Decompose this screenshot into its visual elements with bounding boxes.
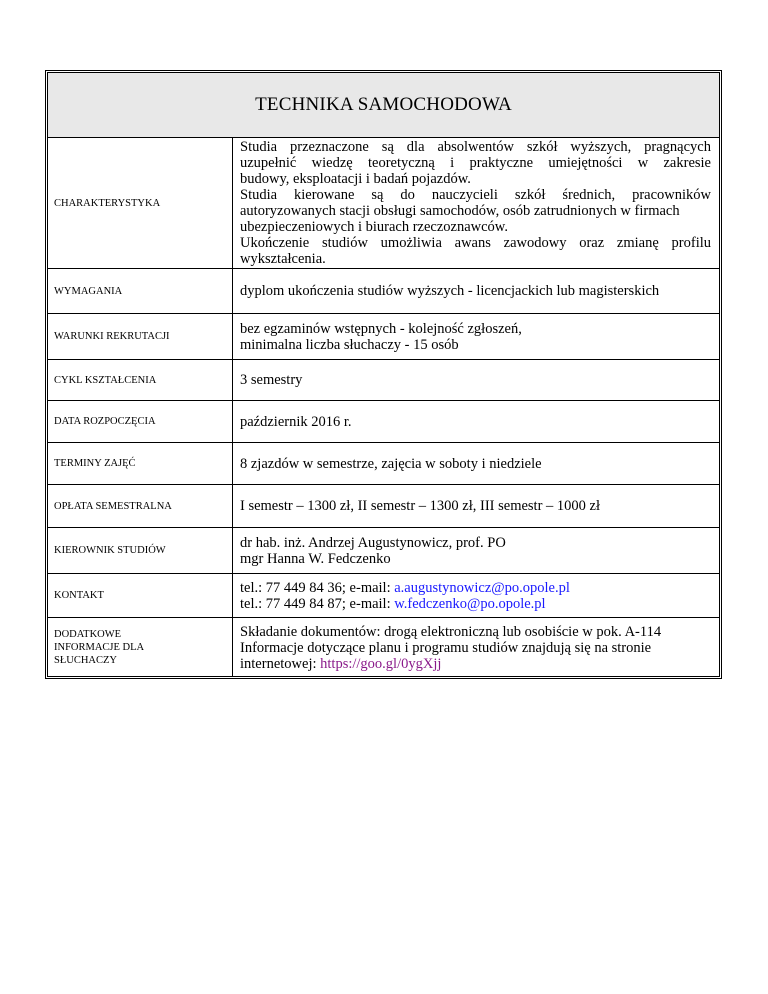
row-value-kontakt xyxy=(233,574,719,617)
label-line: DODATKOWE xyxy=(54,628,122,640)
text-line: autoryzowanych stacji obsługi samochodów, osób zatrudnionych w firmach xyxy=(240,203,680,219)
row-label-charakterystyka: CHARAKTERYSTYKA xyxy=(48,138,233,268)
table-row xyxy=(48,618,719,676)
text-line: budowy, eksploatacji i badań pojazdów. xyxy=(240,171,471,187)
row-value-kierownik xyxy=(233,528,719,573)
text-line: Ukończenie studiów umożliwia awans zawodowy oraz zmianę profilu xyxy=(240,235,711,251)
table-row xyxy=(48,485,719,528)
row-value-cykl: 3 semestry xyxy=(240,372,303,388)
row-label-warunki: WARUNKI REKRUTACJI xyxy=(48,314,233,359)
text-line: minimalna liczba słuchaczy - 15 osób xyxy=(240,336,459,353)
row-label-terminy: TERMINY ZAJĘĆ xyxy=(48,443,233,484)
row-label-kierownik: KIEROWNIK STUDIÓW xyxy=(48,528,233,573)
email-link-augustynowicz[interactable]: a.augustynowicz@po.opole.pl xyxy=(394,579,570,596)
label-line: INFORMACJE DLA xyxy=(54,641,145,653)
table-row xyxy=(48,360,719,401)
row-label-kontakt: KONTAKT xyxy=(48,574,233,617)
website-link[interactable]: https://goo.gl/0ygXjj xyxy=(320,656,442,672)
table-row xyxy=(48,314,719,360)
contact-line xyxy=(240,596,711,612)
row-label-data: DATA ROZPOCZĘCIA xyxy=(48,401,233,442)
label-line: SŁUCHACZY xyxy=(54,654,118,666)
row-value-dodatkowe xyxy=(233,618,719,676)
text-prefix: internetowej: xyxy=(240,656,321,672)
text-line: Składanie dokumentów: drogą elektroniczną lub osobiście w pok. A-114 xyxy=(240,624,662,640)
text-line: Studia kierowane są do nauczycieli szkół średnich, pracowników xyxy=(240,187,711,203)
table-row xyxy=(48,138,719,269)
row-label-wymagania: WYMAGANIA xyxy=(48,269,233,313)
table-row xyxy=(48,269,719,314)
table-row xyxy=(48,528,719,574)
page-title: TECHNIKA SAMOCHODOWA xyxy=(48,73,719,138)
row-label-dodatkowe xyxy=(48,618,233,676)
text-line: dr hab. inż. Andrzej Augustynowicz, prof. PO xyxy=(240,534,506,551)
text-line: ubezpieczeniowych i biurach rzeczoznawców. xyxy=(240,219,508,235)
contact-line xyxy=(240,580,711,596)
row-label-oplata: OPŁATA SEMESTRALNA xyxy=(48,485,233,527)
row-value-charakterystyka xyxy=(233,138,719,268)
text-line: Informacje dotyczące planu i programu studiów znajdują się na stronie xyxy=(240,640,652,656)
row-value-terminy: 8 zjazdów w semestrze, zajęcia w soboty i niedziele xyxy=(240,455,542,472)
table-row xyxy=(48,401,719,443)
row-label-cykl: CYKL KSZTAŁCENIA xyxy=(48,360,233,400)
row-value-warunki xyxy=(233,314,719,359)
table-row xyxy=(48,574,719,618)
text-line: mgr Hanna W. Fedczenko xyxy=(240,550,391,567)
contact-phone-text: tel.: 77 449 84 87; e-mail: xyxy=(240,595,395,612)
text-line xyxy=(240,656,711,672)
contact-phone-text: tel.: 77 449 84 36; e-mail: xyxy=(240,579,395,596)
row-value-oplata: I semestr – 1300 zł, II semestr – 1300 zł, III semestr – 1000 zł xyxy=(240,498,600,514)
info-table xyxy=(45,70,722,679)
row-value-wymagania: dyplom ukończenia studiów wyższych - licencjackich lub magisterskich xyxy=(240,283,660,299)
table-row xyxy=(48,443,719,485)
text-line: bez egzaminów wstępnych - kolejność zgłoszeń, xyxy=(240,320,522,337)
text-line: wykształcenia. xyxy=(240,251,326,267)
row-value-data: październik 2016 r. xyxy=(240,413,352,430)
email-link-fedczenko[interactable]: w.fedczenko@po.opole.pl xyxy=(394,595,546,612)
text-line: Studia przeznaczone są dla absolwentów szkół wyższych, pragnących xyxy=(240,139,711,155)
text-line: uzupełnić wiedzę teoretyczną i praktyczne umiejętności w zakresie xyxy=(240,155,711,171)
